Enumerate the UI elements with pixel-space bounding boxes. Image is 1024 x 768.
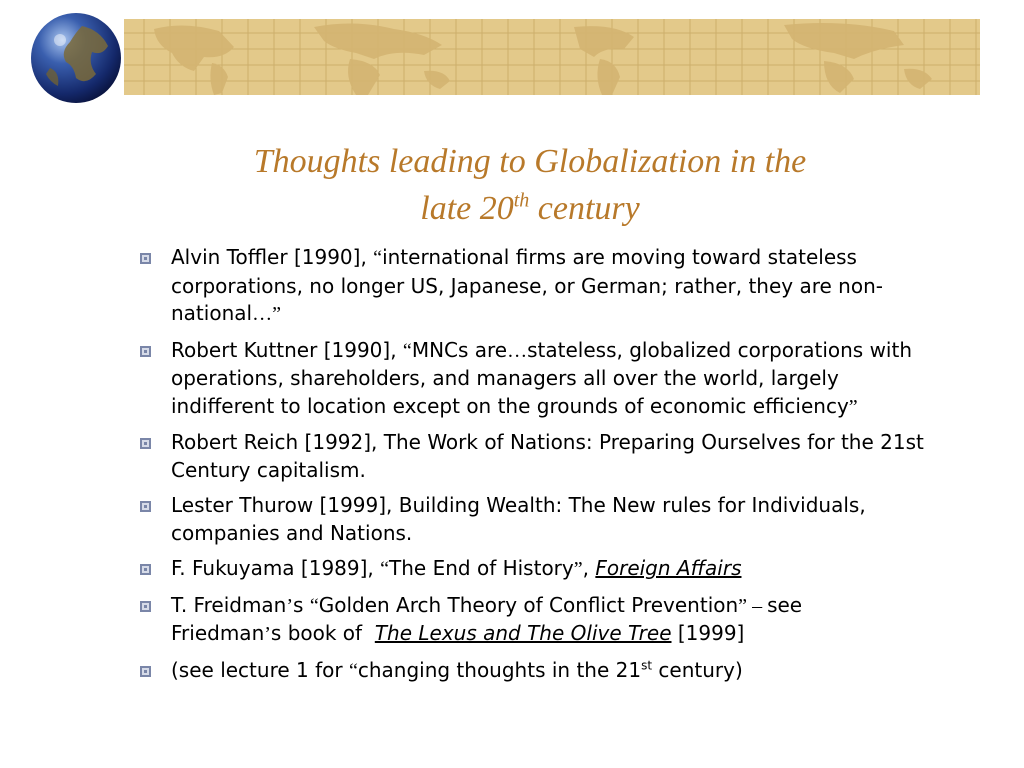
ordinal-sup: st xyxy=(641,657,653,672)
bullet-fukuyama xyxy=(140,555,940,584)
bullet-friedman xyxy=(140,592,940,649)
foreign-affairs-link[interactable]: Foreign Affairs xyxy=(595,556,742,580)
bullet-reich xyxy=(140,429,940,484)
globe-icon xyxy=(30,12,122,104)
bullet-text: (see lecture 1 for xyxy=(171,657,349,682)
quote-text: The End of History xyxy=(389,556,574,580)
bullet-text-3: see Friedman xyxy=(171,592,803,645)
quote-text: international firms are moving toward stateless corporations, no longer US, Japanese, or German; rather, they are non-national xyxy=(171,245,883,325)
bullet-thurow xyxy=(140,492,940,547)
open-quote: “ xyxy=(402,339,412,362)
bullet-text: Robert Kuttner [1990], xyxy=(171,337,403,362)
dash: – xyxy=(747,594,768,617)
apostrophe-2: ’ xyxy=(264,623,271,645)
bullet-lecture xyxy=(140,657,940,686)
lexus-olive-tree-link[interactable]: The Lexus and The Olive Tree xyxy=(374,621,672,645)
title-sup: th xyxy=(513,189,530,212)
bullet-toffler xyxy=(140,244,940,329)
bullet-text: Robert Reich [1992], The Work of Nations: Preparing Ourselves for the 21st Century capitalism. xyxy=(171,430,924,482)
bullet-square-icon xyxy=(140,501,151,512)
bullet-square-icon xyxy=(140,601,151,612)
open-quote: “ xyxy=(348,659,358,682)
bullet-text: Lester Thurow [1999], Building Wealth: The New rules for Individuals, companies and Nations. xyxy=(171,493,866,545)
bullet-square-icon xyxy=(140,666,151,677)
bullet-text: T. Freidman xyxy=(171,592,287,617)
bullet-text-4: s book of xyxy=(270,621,375,645)
slide-title xyxy=(140,138,920,232)
close-quote: ” xyxy=(573,558,583,580)
quote-text-2: stateless, globalized corporations with operations, shareholders, and managers all over the world, largely indifferent to location except on the grounds of economic efficiency xyxy=(171,337,912,418)
ellipsis: … xyxy=(507,339,528,362)
bullet-kuttner xyxy=(140,337,940,422)
bullet-text-3: century) xyxy=(652,657,743,682)
quote-text: Golden Arch Theory of Conflict Prevention xyxy=(318,592,739,617)
close-quote: ” xyxy=(272,303,281,325)
title-line-2 xyxy=(140,185,920,232)
ellipsis: … xyxy=(252,303,273,325)
bullet-list xyxy=(140,244,940,693)
bullet-text: Alvin Toffler [1990], xyxy=(171,245,374,269)
world-map-banner xyxy=(124,19,980,95)
apostrophe: ’ xyxy=(286,594,294,617)
bullet-text-5: [1999] xyxy=(671,621,745,645)
open-quote: “ xyxy=(380,558,390,580)
bullet-text-2: changing thoughts in the 21 xyxy=(357,657,642,682)
open-quote: “ xyxy=(309,594,319,617)
title-suffix: century xyxy=(529,190,640,227)
bullet-text: F. Fukuyama [1989], xyxy=(171,556,381,580)
close-quote: ” xyxy=(848,395,858,418)
bullet-square-icon xyxy=(140,346,151,357)
close-quote: ” xyxy=(738,594,748,617)
bullet-square-icon xyxy=(140,438,151,449)
bullet-text-2: s xyxy=(293,592,310,617)
open-quote: “ xyxy=(373,247,383,269)
separator: , xyxy=(582,556,596,580)
bullet-square-icon xyxy=(140,564,151,575)
bullet-square-icon xyxy=(140,253,151,264)
quote-text: MNCs are xyxy=(411,337,508,362)
title-line-1: Thoughts leading to Globalization in the xyxy=(253,143,807,180)
world-map-graphic xyxy=(124,19,980,95)
title-prefix: late 20 xyxy=(420,190,514,227)
